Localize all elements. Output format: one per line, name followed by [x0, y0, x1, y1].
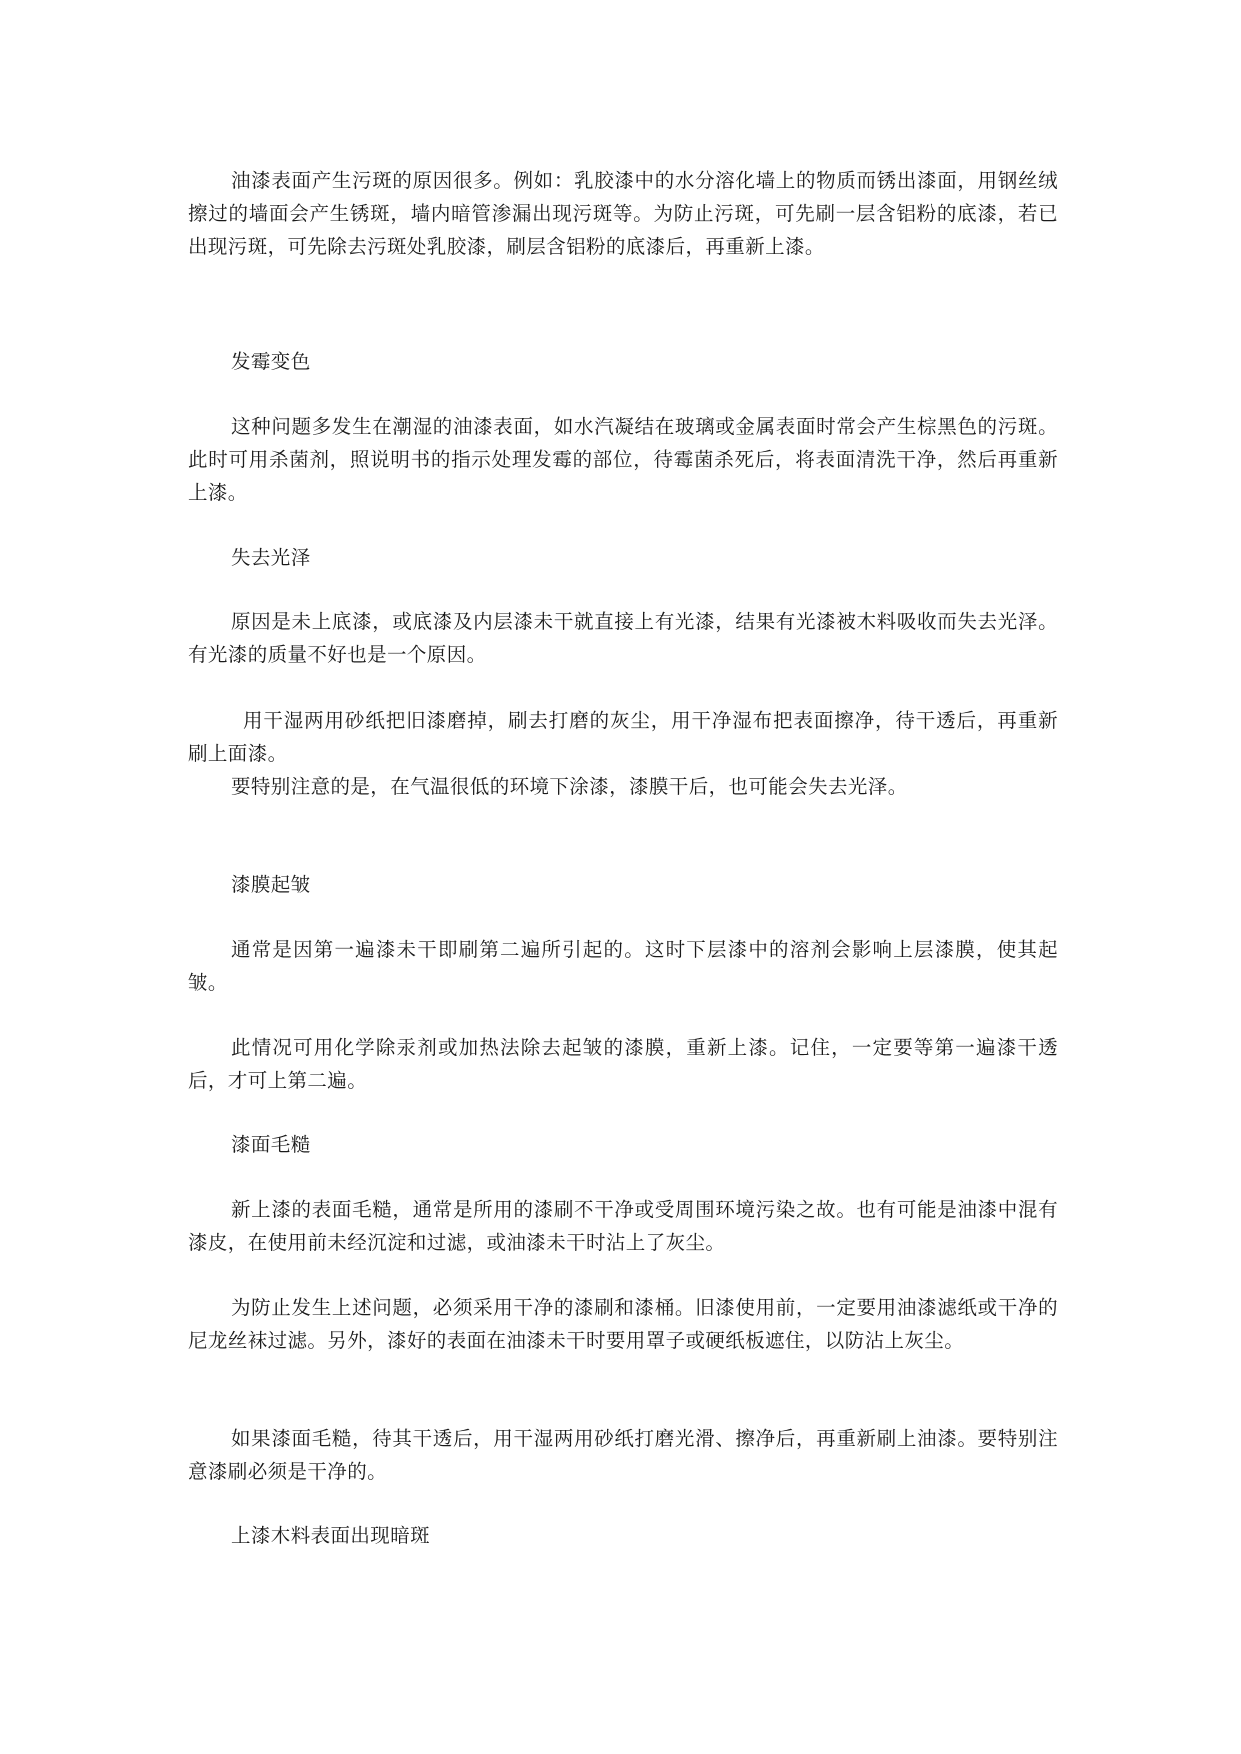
heading-mildew: 发霉变色: [231, 350, 311, 373]
paragraph-rough-causes: 新上漆的表面毛糙，通常是所用的漆刷不干净或受周围环境污染之故。也有可能是油漆中混有漆皮，在使用前未经沉淀和过滤，或油漆未干时沾上了灰尘。: [188, 1198, 1058, 1254]
paragraph-mildew: 这种问题多发生在潮湿的油漆表面，如水汽凝结在玻璃或金属表面时常会产生棕黑色的污斑。此时可用杀菌剂，照说明书的指示处理发霉的部位，待霉菌杀死后，将表面清洗干净，然后再重新上漆。: [188, 415, 1058, 504]
paragraph-rough-fix: 如果漆面毛糙，待其干透后，用干湿两用砂纸打磨光滑、擦净后，再重新刷上油漆。要特别注意漆刷必须是干净的。: [188, 1427, 1058, 1483]
paragraph-wrinkling-causes: 通常是因第一遍漆未干即刷第二遍所引起的。这时下层漆中的溶剂会影响上层漆膜，使其起皱。: [188, 938, 1058, 994]
heading-loss-of-gloss: 失去光泽: [231, 546, 311, 569]
heading-rough-surface: 漆面毛糙: [231, 1133, 311, 1156]
paragraph-rough-prevention: 为防止发生上述问题，必须采用干净的漆刷和漆桶。旧漆使用前，一定要用油漆滤纸或干净的尼龙丝袜过滤。另外，漆好的表面在油漆未干时要用罩子或硬纸板遮住，以防沾上灰尘。: [188, 1296, 1058, 1352]
paragraph-gloss-fix: 用干湿两用砂纸把旧漆磨掉，刷去打磨的灰尘，用干净湿布把表面擦净，待干透后，再重新刷上面漆。: [188, 709, 1058, 765]
paragraph-stains-causes: 油漆表面产生污斑的原因很多。例如：乳胶漆中的水分溶化墙上的物质而锈出漆面，用钢丝绒擦过的墙面会产生锈斑，墙内暗管渗漏出现污斑等。为防止污斑，可先刷一层含铝粉的底漆，若已出现污斑，可先除去污斑处乳胶漆，刷层含铝粉的底漆后，再重新上漆。: [188, 169, 1058, 258]
paragraph-wrinkling-fix: 此情况可用化学除汞剂或加热法除去起皱的漆膜，重新上漆。记住，一定要等第一遍漆干透后，才可上第二遍。: [188, 1036, 1058, 1092]
heading-wrinkling: 漆膜起皱: [231, 873, 311, 896]
paragraph-gloss-causes: 原因是未上底漆，或底漆及内层漆未干就直接上有光漆，结果有光漆被木料吸收而失去光泽。有光漆的质量不好也是一个原因。: [188, 610, 1058, 666]
paragraph-gloss-note: 要特别注意的是，在气温很低的环境下涂漆，漆膜干后，也可能会失去光泽。: [231, 775, 908, 798]
heading-dark-spots: 上漆木料表面出现暗斑: [231, 1524, 431, 1547]
